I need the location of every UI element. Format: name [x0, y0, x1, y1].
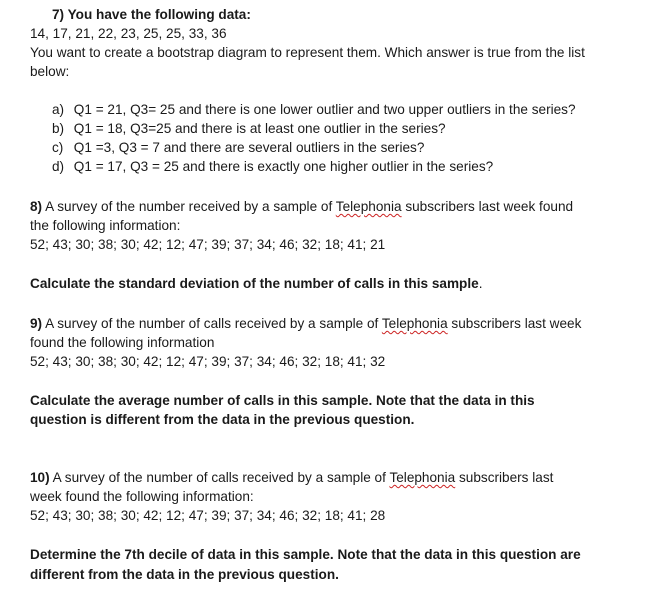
q7-option-letter: a): [52, 102, 65, 117]
q7-prompt-line2: below:: [30, 64, 70, 79]
q10-data: 52; 43; 30; 38; 30; 42; 12; 47; 39; 37; 34; 46; 32; 18; 41; 28: [30, 508, 386, 523]
q7-option-text: Q1 = 18, Q3=25 and there is at least one outlier in the series?: [73, 121, 446, 136]
q8-task-end: .: [478, 276, 483, 291]
q10-line1: [30, 469, 553, 487]
q9-line1: [30, 315, 581, 333]
q7-option-text: Q1 =3, Q3 = 7 and there are several outliers in the series?: [73, 140, 425, 155]
q9-task-line2: question is different from the data in the previous question.: [30, 412, 415, 427]
q10-task-line2: different from the data in the previous question.: [30, 567, 339, 582]
q9-line2: found the following information: [30, 335, 215, 350]
q10-task-line1: Determine the 7th decile of data in this sample. Note that the data in this question are: [30, 547, 581, 562]
q10-number: 10): [30, 470, 50, 485]
q9-number: 9): [30, 316, 43, 331]
q8-data: 52; 43; 30; 38; 30; 42; 12; 47; 39; 37; 34; 46; 32; 18; 41; 21: [30, 237, 386, 252]
q10-line1-post: subscribers last: [455, 470, 554, 485]
q10-line1-pre: A survey of the number of calls received by a sample of: [49, 470, 390, 485]
q7-option-letter: d): [52, 159, 65, 174]
q7-option-c: [52, 139, 424, 157]
q8-task-text: Calculate the standard deviation of the number of calls in this sample: [30, 276, 479, 291]
q7-option-d: [52, 158, 493, 176]
q10-line2: week found the following information:: [30, 489, 254, 504]
q7-option-a: [52, 101, 576, 119]
q9-task-line1: Calculate the average number of calls in this sample. Note that the data in this: [30, 393, 535, 408]
q9-company: Telephonia: [381, 316, 448, 331]
q9-line1-post: subscribers last week: [447, 316, 582, 331]
q10-company: Telephonia: [389, 470, 456, 485]
q8-line2: the following information:: [30, 218, 181, 233]
q7-data: 14, 17, 21, 22, 23, 25, 25, 33, 36: [30, 26, 227, 41]
q7-prompt-line1: You want to create a bootstrap diagram to represent them. Which answer is true from the list: [30, 45, 585, 60]
q8-line1-pre: A survey of the number received by a sample of: [42, 199, 336, 214]
q8-company: Telephonia: [335, 199, 402, 214]
q9-line1-pre: A survey of the number of calls received by a sample of: [42, 316, 382, 331]
q9-data: 52; 43; 30; 38; 30; 42; 12; 47; 39; 37; 34; 46; 32; 18; 41; 32: [30, 354, 386, 369]
q7-option-b: [52, 120, 446, 138]
q7-option-letter: c): [52, 140, 64, 155]
q8-task: [30, 275, 482, 293]
q8-line1: [30, 198, 573, 216]
q7-heading: 7) You have the following data:: [52, 7, 251, 22]
q7-option-text: Q1 = 17, Q3 = 25 and there is exactly one higher outlier in the series?: [73, 159, 494, 174]
q7-option-letter: b): [52, 121, 65, 136]
q8-number: 8): [30, 199, 43, 214]
q7-option-text: Q1 = 21, Q3= 25 and there is one lower outlier and two upper outliers in the series?: [73, 102, 576, 117]
q8-line1-post: subscribers last week found: [401, 199, 574, 214]
